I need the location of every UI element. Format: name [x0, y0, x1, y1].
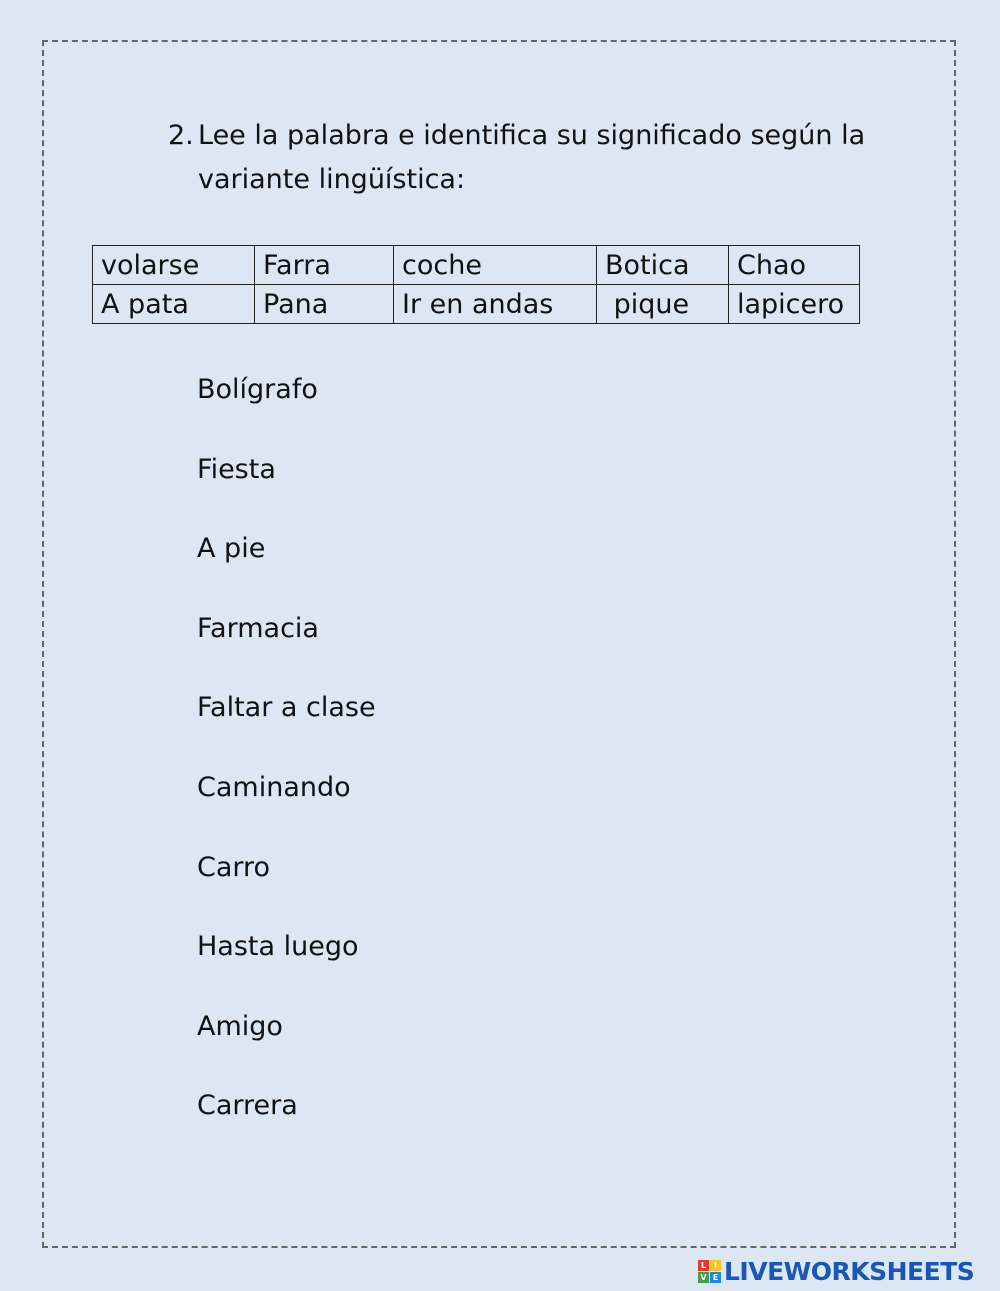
table-cell: Botica: [597, 246, 729, 285]
liveworksheets-logo-icon: [698, 1260, 721, 1283]
meaning-item: Hasta luego: [197, 931, 359, 963]
meaning-list: [197, 370, 376, 1166]
meaning-item: Carrera: [197, 1090, 298, 1122]
table-row: [93, 285, 860, 324]
instruction-number: 2.: [168, 120, 194, 151]
table-cell: A pata: [93, 285, 255, 324]
meaning-item: Faltar a clase: [197, 692, 376, 724]
instruction: [168, 114, 888, 202]
word-table: [92, 245, 860, 324]
table-cell: pique: [597, 285, 729, 324]
logo-letter: E: [710, 1272, 721, 1283]
meaning-item: Amigo: [197, 1010, 283, 1042]
page-border: [42, 40, 956, 1248]
meaning-item: Carro: [197, 851, 271, 883]
logo-letter: V: [698, 1272, 709, 1283]
meaning-item: Caminando: [197, 771, 351, 803]
table-cell: Pana: [255, 285, 394, 324]
meaning-item: A pie: [197, 533, 266, 565]
liveworksheets-brand: [698, 1256, 974, 1286]
table-cell: coche: [394, 246, 597, 285]
table-cell: Ir en andas: [394, 285, 597, 324]
meaning-item: Fiesta: [197, 453, 276, 485]
table-cell: Farra: [255, 246, 394, 285]
table-row: [93, 246, 860, 285]
table-cell: volarse: [93, 246, 255, 285]
table-cell: Chao: [729, 246, 860, 285]
table-cell: lapicero: [729, 285, 860, 324]
logo-letter: L: [698, 1260, 709, 1271]
meaning-item: Farmacia: [197, 612, 319, 644]
logo-letter: I: [710, 1260, 721, 1271]
meaning-item: Bolígrafo: [197, 374, 318, 405]
instruction-text: Lee la palabra e identifica su significado según la variante lingüística:: [198, 120, 866, 195]
brand-name: LIVEWORKSHEETS: [724, 1256, 975, 1286]
